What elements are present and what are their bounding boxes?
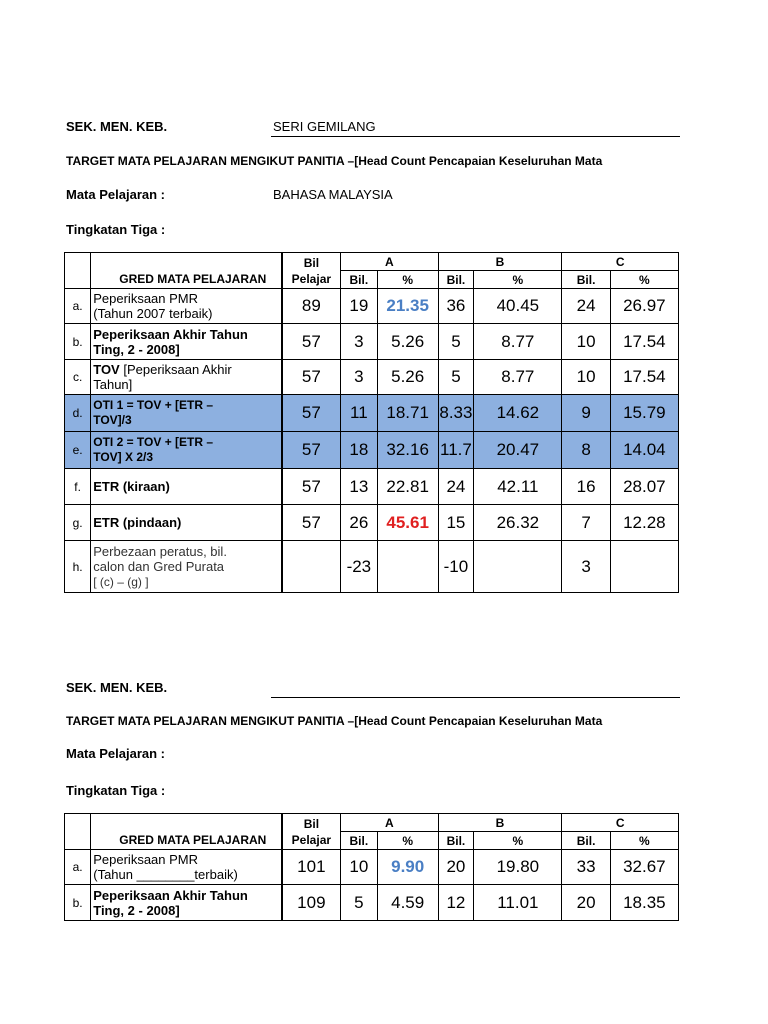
- row-label: d.: [65, 395, 91, 432]
- header-bil-top: Bil: [303, 816, 320, 831]
- table-row-highlighted: [65, 395, 679, 432]
- table-row-highlighted: [65, 432, 679, 469]
- table-row: [65, 324, 679, 360]
- cell-a-pct: 5.26: [377, 324, 438, 360]
- cell-c-pct: 28.07: [610, 469, 678, 505]
- cell-b-pct: 40.45: [474, 289, 562, 324]
- row-label: e.: [65, 432, 91, 469]
- header-a: A: [341, 814, 439, 832]
- desc-line: [ (c) – (g) ]: [93, 574, 149, 589]
- cell-b-pct: 8.77: [474, 324, 562, 360]
- row-description: ETR (pindaan): [91, 505, 282, 541]
- cell-bil: 89: [282, 289, 341, 324]
- cell-c-bil: 10: [562, 360, 610, 395]
- header-b: B: [438, 814, 562, 832]
- row-description: [91, 289, 282, 324]
- cell-b-pct: 26.32: [474, 505, 562, 541]
- header-gred: GRED MATA PELAJARAN: [91, 253, 282, 289]
- desc-line: Perbezaan peratus, bil.: [93, 543, 227, 559]
- row-label: a.: [65, 289, 91, 324]
- target-title: TARGET MATA PELAJARAN MENGIKUT PANITIA –[Head Count Pencapaian Keseluruhan Mata: [66, 714, 603, 728]
- desc-line: OTI 1 = TOV + [ETR –: [93, 398, 214, 412]
- header-c-bil: Bil.: [562, 832, 610, 850]
- header-b-pct: %: [474, 271, 562, 289]
- table-row: [65, 505, 679, 541]
- school-label: SEK. MEN. KEB.: [66, 119, 168, 134]
- cell-a-pct: 45.61: [377, 505, 438, 541]
- cell-bil: 101: [282, 850, 341, 885]
- cell-a-pct: 21.35: [377, 289, 438, 324]
- table-row: [65, 541, 679, 593]
- header-c: C: [562, 814, 679, 832]
- header-a-bil: Bil.: [341, 271, 378, 289]
- school-label: SEK. MEN. KEB.: [66, 680, 168, 695]
- row-description: [91, 541, 282, 593]
- cell-b-bil: 15: [438, 505, 474, 541]
- cell-c-pct: 17.54: [610, 324, 678, 360]
- desc-line: (Tahun ________terbaik): [93, 867, 238, 882]
- header-a: A: [341, 253, 439, 271]
- table-row: [65, 885, 679, 921]
- school-value: SERI GEMILANG: [273, 119, 376, 134]
- cell-b-bil: 11.7: [438, 432, 474, 469]
- cell-bil: 109: [282, 885, 341, 921]
- cell-a-bil: 5: [341, 885, 378, 921]
- row-label: a.: [65, 850, 91, 885]
- cell-a-pct: 9.90: [377, 850, 438, 885]
- cell-b-pct: 8.77: [474, 360, 562, 395]
- desc-line: Peperiksaan Akhir Tahun: [93, 326, 248, 342]
- header-b-bil: Bil.: [438, 271, 474, 289]
- cell-c-pct: 12.28: [610, 505, 678, 541]
- cell-c-bil: 16: [562, 469, 610, 505]
- header-gred: GRED MATA PELAJARAN: [91, 814, 282, 850]
- level-label: Tingkatan Tiga :: [66, 783, 166, 798]
- cell-b-bil: -10: [438, 541, 474, 593]
- cell-b-bil: 8.33: [438, 395, 474, 432]
- cell-c-bil: 7: [562, 505, 610, 541]
- desc-line: Ting, 2 - 2008]: [93, 902, 180, 918]
- header-a-pct: %: [377, 832, 438, 850]
- cell-b-pct: 11.01: [474, 885, 562, 921]
- row-description: ETR (kiraan): [91, 469, 282, 505]
- cell-b-pct: 14.62: [474, 395, 562, 432]
- cell-b-bil: 12: [438, 885, 474, 921]
- cell-a-bil: 18: [341, 432, 378, 469]
- cell-a-pct: 22.81: [377, 469, 438, 505]
- cell-b-bil: 5: [438, 324, 474, 360]
- cell-bil: 57: [282, 395, 341, 432]
- row-label: b.: [65, 324, 91, 360]
- table-row: [65, 289, 679, 324]
- cell-c-bil: 33: [562, 850, 610, 885]
- cell-b-bil: 36: [438, 289, 474, 324]
- cell-bil: 57: [282, 360, 341, 395]
- target-title: TARGET MATA PELAJARAN MENGIKUT PANITIA –[Head Count Pencapaian Keseluruhan Mata: [66, 154, 603, 168]
- cell-b-bil: 24: [438, 469, 474, 505]
- header-bil-top: Bil: [303, 255, 320, 270]
- cell-c-bil: 20: [562, 885, 610, 921]
- school-underline: [271, 697, 680, 698]
- header-bil-pelajar: [282, 253, 341, 289]
- cell-c-bil: 8: [562, 432, 610, 469]
- cell-bil: 57: [282, 432, 341, 469]
- row-label: c.: [65, 360, 91, 395]
- cell-c-pct: 32.67: [610, 850, 678, 885]
- header-bil-bottom: Pelajar: [291, 271, 332, 286]
- desc-line: TOV] X 2/3: [93, 450, 154, 464]
- desc-line: (Tahun 2007 terbaik): [93, 306, 213, 321]
- row-label: g.: [65, 505, 91, 541]
- cell-a-pct: 18.71: [377, 395, 438, 432]
- cell-bil: 57: [282, 505, 341, 541]
- row-description: [91, 360, 282, 395]
- cell-b-bil: 20: [438, 850, 474, 885]
- header-c: C: [562, 253, 679, 271]
- header-c-pct: %: [610, 832, 678, 850]
- target-table-2: [64, 813, 679, 921]
- cell-a-bil: 11: [341, 395, 378, 432]
- cell-bil: [282, 541, 341, 593]
- header-a-bil: Bil.: [341, 832, 378, 850]
- row-label: f.: [65, 469, 91, 505]
- desc-line: [Peperiksaan Akhir: [119, 362, 232, 377]
- row-description: [91, 850, 282, 885]
- level-label: Tingkatan Tiga :: [66, 222, 166, 237]
- header-b-bil: Bil.: [438, 832, 474, 850]
- row-description: [91, 395, 282, 432]
- cell-a-bil: 3: [341, 324, 378, 360]
- header-bil-bottom: Pelajar: [291, 832, 332, 847]
- cell-a-bil: 10: [341, 850, 378, 885]
- cell-a-pct: 32.16: [377, 432, 438, 469]
- cell-c-pct: [610, 541, 678, 593]
- cell-b-bil: 5: [438, 360, 474, 395]
- cell-c-pct: 17.54: [610, 360, 678, 395]
- header-bil-pelajar: [282, 814, 341, 850]
- desc-line: calon dan Gred Purata: [93, 558, 225, 574]
- cell-bil: 57: [282, 469, 341, 505]
- cell-b-pct: 42.11: [474, 469, 562, 505]
- row-label: b.: [65, 885, 91, 921]
- cell-c-pct: 14.04: [610, 432, 678, 469]
- header-blank: [65, 814, 91, 850]
- cell-c-bil: 10: [562, 324, 610, 360]
- row-description: [91, 324, 282, 360]
- cell-bil: 57: [282, 324, 341, 360]
- table-row: [65, 360, 679, 395]
- header-b: B: [438, 253, 562, 271]
- cell-a-bil: 3: [341, 360, 378, 395]
- cell-c-pct: 26.97: [610, 289, 678, 324]
- subject-value: BAHASA MALAYSIA: [273, 187, 393, 202]
- row-description: [91, 432, 282, 469]
- table-row: [65, 850, 679, 885]
- row-label: h.: [65, 541, 91, 593]
- row-description: [91, 885, 282, 921]
- cell-c-pct: 18.35: [610, 885, 678, 921]
- target-table-1: [64, 252, 679, 593]
- subject-label: Mata Pelajaran :: [66, 746, 165, 761]
- header-a-pct: %: [377, 271, 438, 289]
- cell-a-pct: 4.59: [377, 885, 438, 921]
- cell-a-pct: 5.26: [377, 360, 438, 395]
- cell-a-bil: -23: [341, 541, 378, 593]
- cell-c-pct: 15.79: [610, 395, 678, 432]
- table-row: [65, 469, 679, 505]
- cell-b-pct: 20.47: [474, 432, 562, 469]
- subject-label: Mata Pelajaran :: [66, 187, 165, 202]
- desc-line: Ting, 2 - 2008]: [93, 341, 180, 357]
- cell-c-bil: 3: [562, 541, 610, 593]
- cell-c-bil: 24: [562, 289, 610, 324]
- cell-a-bil: 13: [341, 469, 378, 505]
- desc-line: Peperiksaan Akhir Tahun: [93, 887, 248, 903]
- cell-b-pct: 19.80: [474, 850, 562, 885]
- desc-line: Tahun]: [93, 377, 133, 392]
- cell-a-bil: 19: [341, 289, 378, 324]
- header-blank: [65, 253, 91, 289]
- desc-line: TOV]/3: [93, 413, 132, 427]
- desc-bold: TOV: [93, 362, 120, 377]
- cell-a-pct: [377, 541, 438, 593]
- cell-b-pct: [474, 541, 562, 593]
- header-c-bil: Bil.: [562, 271, 610, 289]
- header-b-pct: %: [474, 832, 562, 850]
- desc-line: OTI 2 = TOV + [ETR –: [93, 435, 214, 449]
- desc-line: Peperiksaan PMR: [93, 291, 199, 306]
- header-c-pct: %: [610, 271, 678, 289]
- school-underline: [271, 136, 680, 137]
- desc-line: Peperiksaan PMR: [93, 852, 199, 867]
- cell-a-bil: 26: [341, 505, 378, 541]
- cell-c-bil: 9: [562, 395, 610, 432]
